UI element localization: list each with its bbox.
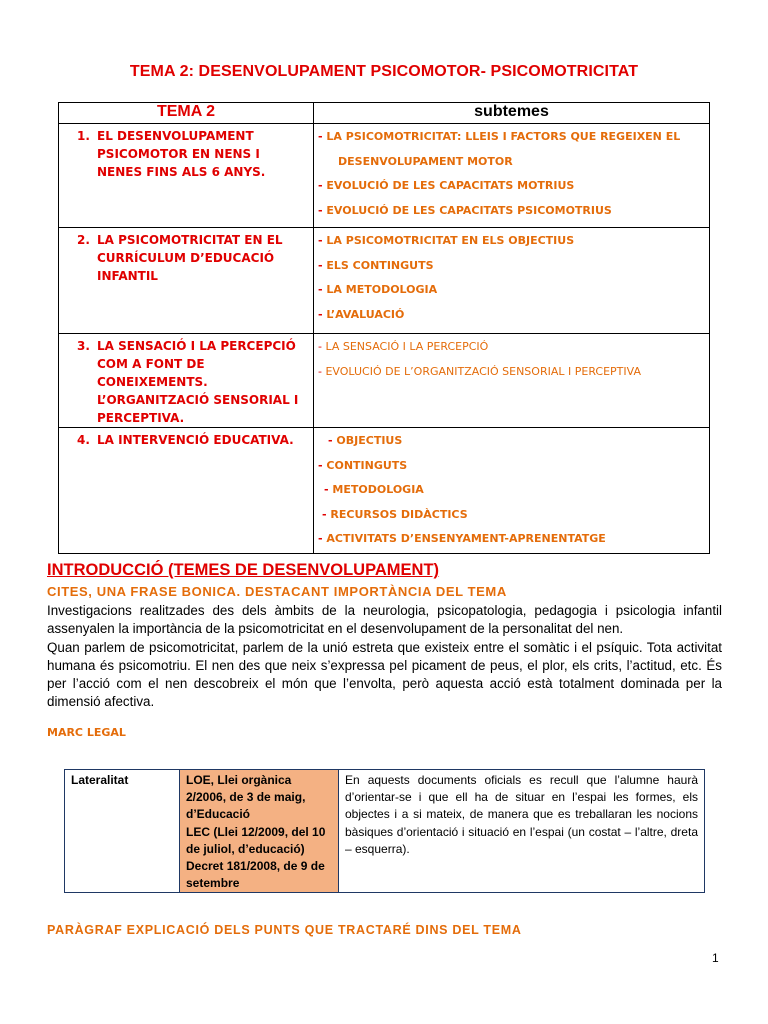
table-row bbox=[59, 124, 710, 228]
law-item: LEC (Llei 12/2009, del 10 de juliol, d’educació) bbox=[186, 824, 326, 856]
legal-laws bbox=[180, 770, 339, 893]
legal-topic: Lateralitat bbox=[65, 770, 180, 893]
intro-heading: INTRODUCCIÓ (TEMES DE DESENVOLUPAMENT) bbox=[47, 561, 440, 579]
table-row bbox=[65, 770, 705, 893]
subtopic-item: - OBJECTIUS bbox=[328, 434, 403, 447]
header-subtemes: subtemes bbox=[314, 103, 710, 124]
marc-legal-heading: MARC LEGAL bbox=[47, 726, 126, 739]
intro-subheading: CITES, UNA FRASE BONICA. DESTACANT IMPORTÀNCIA DEL TEMA bbox=[47, 584, 507, 599]
subtopic-item: - CONTINGUTS bbox=[318, 458, 408, 472]
table-row bbox=[59, 428, 710, 554]
law-item: LOE, Llei orgànica 2/2006, de 3 de maig, d’Educació bbox=[186, 773, 306, 822]
document-title: TEMA 2: DESENVOLUPAMENT PSICOMOTOR- PSICOMOTRICITAT bbox=[129, 63, 639, 80]
legal-description: En aquests documents oficials es recull que l’alumne haurà d’orientar-se i que ell ha de situar en l’espai les formes, els objectes i a si mateix, de manera que es treballaran les nocions bàsiques d’orientació i situació en l’espai (un costat – l’altre, dreta – esquerra). bbox=[339, 770, 705, 893]
topic-number: 3. bbox=[77, 339, 90, 353]
subtopic-item: - LA PSICOMOTRICITAT EN ELS OBJECTIUS bbox=[318, 234, 575, 247]
subtopics-cell bbox=[314, 228, 710, 334]
subtopics-cell bbox=[314, 334, 710, 428]
subtopics-cell bbox=[314, 124, 710, 228]
page-number: 1 bbox=[712, 951, 719, 965]
subtopic-item: - EVOLUCIÓ DE L’ORGANITZACIÓ SENSORIAL I PERCEPTIVA bbox=[318, 364, 641, 378]
subtopic-item: - METODOLOGIA bbox=[324, 483, 424, 496]
subtopic-item: - ACTIVITATS D’ENSENYAMENT-APRENENTATGE bbox=[318, 532, 606, 545]
header-tema: TEMA 2 bbox=[59, 103, 314, 124]
subtopic-item: DESENVOLUPAMENT MOTOR bbox=[338, 154, 513, 168]
topic-number: 1. bbox=[77, 129, 90, 143]
topic-title: EL DESENVOLUPAMENT PSICOMOTOR EN NENS I NENES FINS ALS 6 ANYS. bbox=[97, 129, 266, 179]
subtopic-item: - LA PSICOMOTRICITAT: LLEIS I FACTORS QUE REGEIXEN EL bbox=[318, 130, 681, 143]
legal-table bbox=[64, 769, 705, 893]
subtopic-item: - ELS CONTINGUTS bbox=[318, 258, 434, 272]
topic-number: 2. bbox=[77, 233, 90, 247]
intro-paragraph: Quan parlem de psicomotricitat, parlem de la unió estreta que existeix entre el somàtic i el psíquic. Tota activitat humana és psicomotriu. El nen des que neix s’expressa pel picament de peus, el plor, els crits, l’actitud, etc. És per l’acció com el nen descobreix el món que l’envolta, però aquesta acció està totalment dominada per la dimensió afectiva. bbox=[47, 639, 722, 710]
subtopic-item: - EVOLUCIÓ DE LES CAPACITATS PSICOMOTRIUS bbox=[318, 203, 612, 217]
topics-header-row bbox=[59, 103, 710, 124]
intro-body bbox=[47, 602, 722, 712]
table-row bbox=[59, 334, 710, 428]
topic-number: 4. bbox=[77, 433, 90, 447]
topic-title: LA PSICOMOTRICITAT EN EL CURRÍCULUM D’EDUCACIÓ INFANTIL bbox=[97, 233, 283, 283]
subtopic-item: - EVOLUCIÓ DE LES CAPACITATS MOTRIUS bbox=[318, 179, 575, 192]
topic-title: LA INTERVENCIÓ EDUCATIVA. bbox=[97, 433, 294, 447]
table-row bbox=[59, 228, 710, 334]
subtopic-item: - LA METODOLOGIA bbox=[318, 283, 438, 296]
points-paragraph-heading: PARÀGRAF EXPLICACIÓ DELS PUNTS QUE TRACTARÉ DINS DEL TEMA bbox=[47, 923, 522, 937]
topic-cell bbox=[59, 428, 314, 554]
topics-table bbox=[58, 102, 710, 554]
topic-cell bbox=[59, 124, 314, 228]
law-item: Decret 181/2008, de 9 de setembre bbox=[186, 859, 325, 891]
subtopic-item: - RECURSOS DIDÀCTICS bbox=[322, 507, 468, 521]
subtopic-item: - LA SENSACIÓ I LA PERCEPCIÓ bbox=[318, 340, 489, 353]
intro-paragraph: Investigacions realitzades des dels àmbits de la neurologia, psicopatologia, pedagogia i psicologia infantil assenyalen la importància de la psicomotricitat en el desenvolupament de la personalitat del nen. bbox=[47, 603, 722, 637]
topic-cell bbox=[59, 334, 314, 428]
subtopic-item: - L’AVALUACIÓ bbox=[318, 307, 405, 321]
topic-cell bbox=[59, 228, 314, 334]
topic-title: LA SENSACIÓ I LA PERCEPCIÓ COM A FONT DE CONEIXEMENTS. L’ORGANITZACIÓ SENSORIAL I PERCEPTIVA. bbox=[97, 339, 299, 425]
subtopics-cell bbox=[314, 428, 710, 554]
